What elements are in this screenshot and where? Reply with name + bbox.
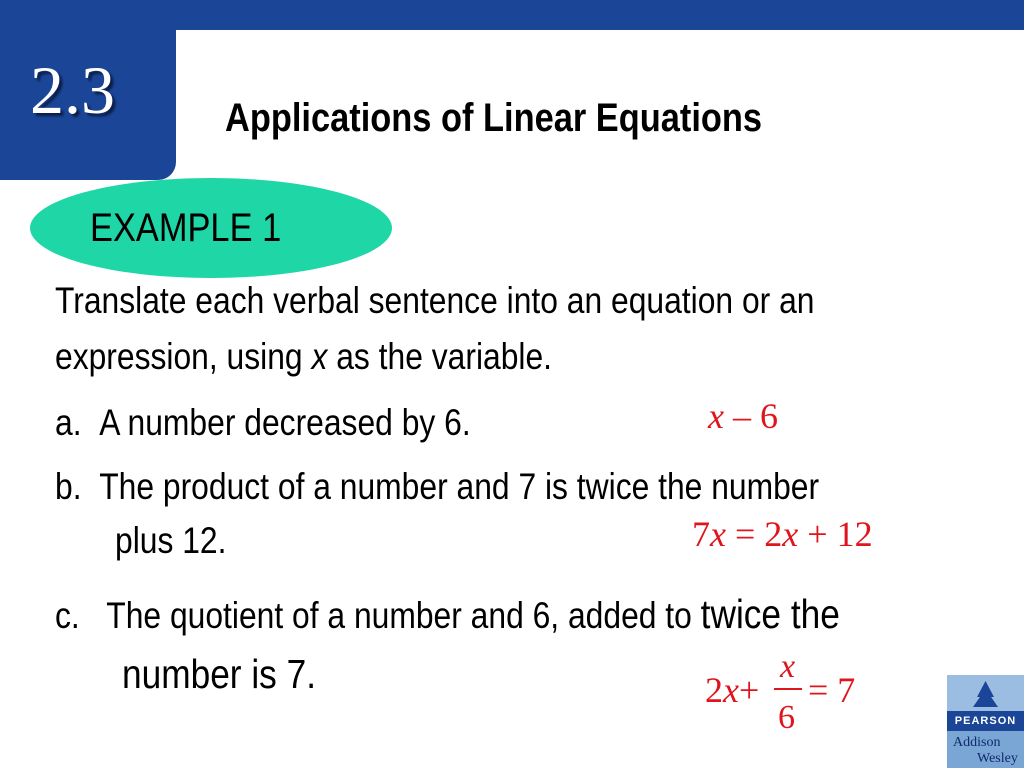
slide-title: Applications of Linear Equations — [225, 96, 763, 140]
item-marker: b. — [55, 466, 82, 507]
answer-variable: x — [782, 514, 799, 554]
variable-x: x — [311, 336, 328, 377]
answer-c-left — [705, 672, 759, 708]
logo-triangle-icon — [947, 675, 1024, 711]
logo-brand: PEARSON — [954, 715, 1017, 727]
answer-variable: x — [710, 514, 726, 554]
item-marker: c. — [55, 595, 80, 636]
instruction-line-1: Translate each verbal sentence into an equation or an — [55, 280, 815, 321]
item-b-line-2: plus 12. — [115, 520, 227, 561]
answer-text: = 2 — [725, 514, 783, 554]
answer-c-right: = 7 — [808, 670, 856, 710]
item-a — [55, 404, 471, 441]
answer-text: – 6 — [723, 396, 778, 436]
item-text: A number decreased by 6. — [99, 402, 471, 443]
item-marker: a. — [55, 402, 82, 443]
answer-b — [692, 516, 873, 552]
section-badge — [0, 0, 176, 180]
logo-line-1: Addison — [953, 735, 1001, 750]
pearson-logo — [947, 675, 1024, 768]
answer-variable: x — [708, 396, 724, 436]
logo-emblem — [947, 675, 1024, 711]
answer-text: 2 — [705, 670, 723, 710]
answer-text: 7 — [692, 514, 710, 554]
instruction-text: as the variable. — [327, 336, 553, 377]
example-label: EXAMPLE 1 — [90, 206, 282, 250]
fraction-denominator: 6 — [778, 699, 795, 736]
item-text-large: twice the — [700, 591, 840, 637]
section-number: 2.3 — [30, 52, 115, 128]
answer-text: + 12 — [798, 514, 873, 554]
instruction-line-2 — [55, 338, 552, 375]
item-c-line-1 — [55, 591, 840, 637]
answer-text: + — [738, 670, 760, 710]
instruction-text: expression, using — [55, 336, 312, 377]
item-text: The product of a number and 7 is twice the number — [99, 466, 820, 507]
answer-a — [708, 398, 778, 434]
fraction-bar — [774, 688, 802, 690]
item-c-line-2: number is 7. — [122, 651, 317, 697]
fraction-numerator — [780, 650, 795, 684]
answer-variable: x — [780, 648, 796, 685]
answer-variable: x — [723, 670, 739, 710]
item-b-line-1 — [55, 468, 819, 505]
item-text: The quotient of a number and 6, added to — [106, 595, 701, 636]
logo-line-2: Wesley — [977, 751, 1018, 766]
